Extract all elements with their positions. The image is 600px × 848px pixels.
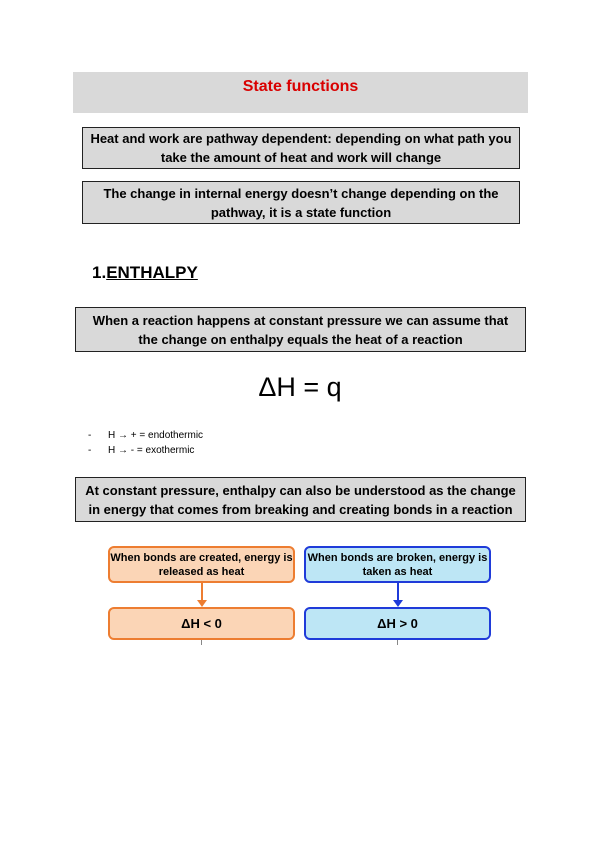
bullet-item-endothermic: [88, 428, 203, 443]
blue-down-arrow-icon: [397, 583, 399, 600]
bullet-dash: -: [88, 445, 92, 456]
note-pathway-dependent: Heat and work are pathway dependent: depending on what path you take the amount of heat and work will change: [82, 127, 520, 169]
bullet-item-exothermic: [88, 443, 203, 458]
bullet-list: [88, 428, 203, 458]
flow-box-bonds-broken: When bonds are broken, energy is taken as heat: [304, 546, 491, 583]
connector-tick: [201, 640, 202, 645]
flow-box-delta-h-positive: ΔH > 0: [304, 607, 491, 640]
section-number: 1.: [92, 263, 107, 282]
section-heading-enthalpy: [92, 263, 198, 283]
bullet-dash: -: [88, 430, 92, 441]
bullet-text: H → - = exothermic: [108, 445, 195, 456]
enthalpy-equation: ΔH = q: [258, 372, 342, 402]
note-state-function: The change in internal energy doesn’t change depending on the pathway, it is a state function: [82, 181, 520, 224]
page-title: State functions: [242, 78, 359, 95]
note-constant-pressure: When a reaction happens at constant pressure we can assume that the change on enthalpy equals the heat of a reaction: [75, 307, 526, 352]
title-banner: [73, 72, 528, 113]
flow-box-delta-h-negative: ΔH < 0: [108, 607, 295, 640]
orange-down-arrow-icon: [201, 583, 203, 600]
bullet-text: H → + = endothermic: [108, 430, 204, 441]
flow-box-bonds-created: When bonds are created, energy is released as heat: [108, 546, 295, 583]
connector-tick: [397, 640, 398, 645]
note-bond-energy: At constant pressure, enthalpy can also be understood as the change in energy that comes from breaking and creating bonds in a reaction: [75, 477, 526, 522]
section-label: ENTHALPY: [106, 263, 198, 282]
